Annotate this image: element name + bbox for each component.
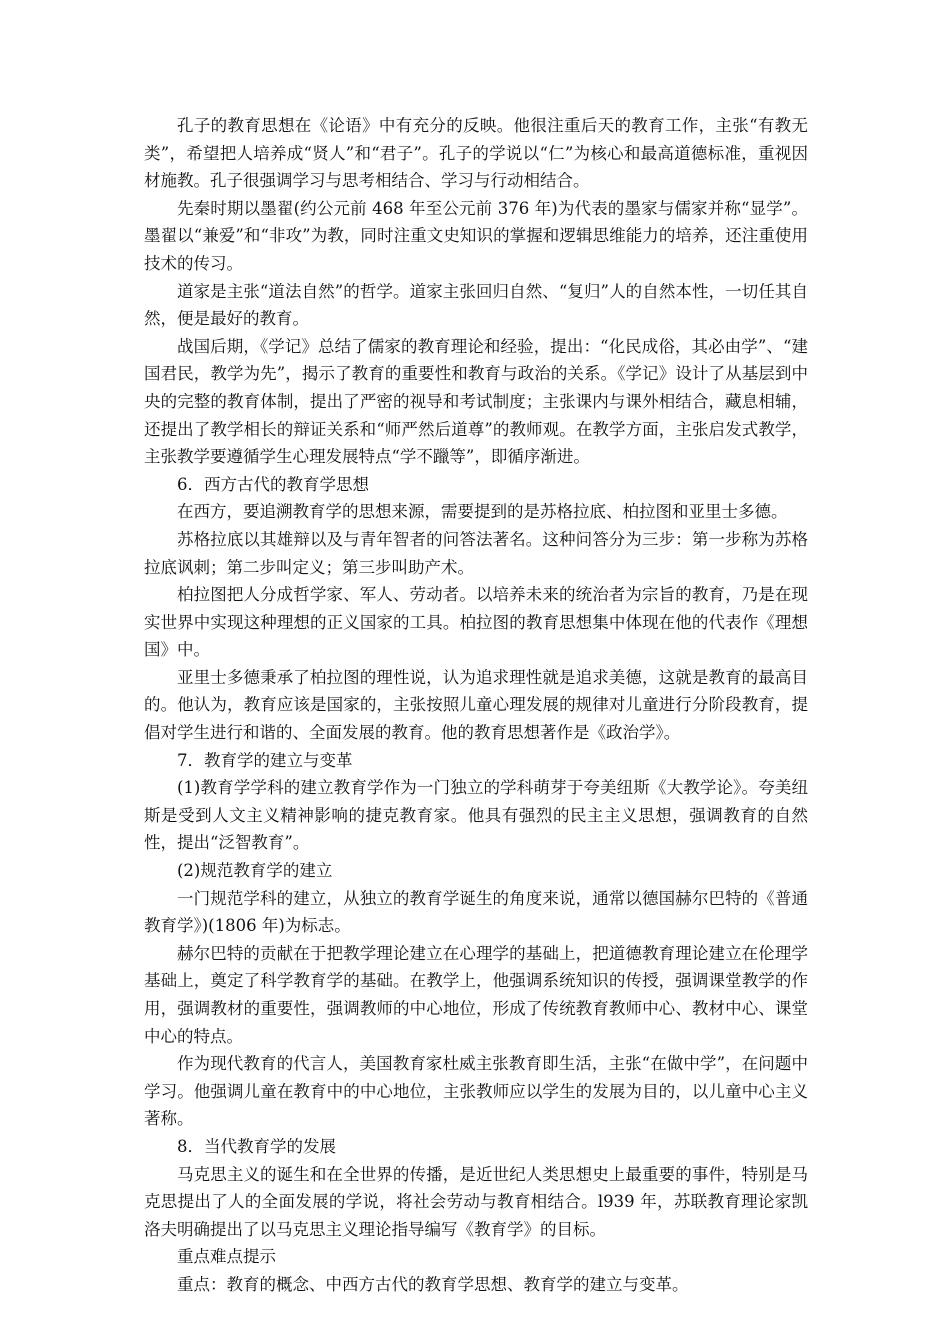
subheading-normative-pedagogy: (2)规范教育学的建立 bbox=[177, 861, 333, 881]
heading-key-points: 重点难点提示 bbox=[177, 1247, 276, 1267]
paragraph-aristotle: 亚里士多德秉承了柏拉图的理性说，认为追求理性就是追求美德，这就是教育的最高目的。他认为，教育应该是国家的，主张按照儿童心理发展的规律对儿童进行分阶段教育，提倡对学生进行和谐的、全面发展的教育。他的教育思想著作是《政治学》。 bbox=[144, 667, 808, 743]
paragraph-dewey: 作为现代教育的代言人，美国教育家杜威主张教育即生活，主张“在做中学”，在问题中学习。他强调儿童在教育中的中心地位，主张教师应以学生的发展为目的，以儿童中心主义著称。 bbox=[144, 1054, 808, 1129]
paragraph-xueji: 战国后期，《学记》总结了儒家的教育理论和经验，提出：“化民成俗，其必由学”、“建国君民，教学为先”，揭示了教育的重要性和教育与政治的关系。《学记》设计了从基层到中央的完整的教育体制，提出了严密的视导和考试制度；主张课内与课外相结合，藏息相辅，还提出了教学相长的辩证关系和“师严然后道尊”的教师观。在教学方面，主张启发式教学，主张教学要遵循学生心理发展特点“学不躐等”，即循序渐进。 bbox=[144, 336, 808, 467]
section-heading-contemporary: 8．当代教育学的发展 bbox=[177, 1136, 336, 1156]
paragraph-confucius: 孔子的教育思想在《论语》中有充分的反映。他很注重后天的教育工作，主张“有教无类”，希望把人培养成“贤人”和“君子”。孔子的学说以“仁”为核心和最高道德标准，重视因材施教。孔子很强调学习与思考相结合、学习与行动相结合。 bbox=[144, 116, 808, 191]
paragraph-comenius: (1)教育学学科的建立教育学作为一门独立的学科萌芽于夸美纽斯《大教学论》。夸美纽斯是受到人文主义精神影响的捷克教育家。他具有强烈的民主主义思想，强调教育的自然性，提出“泛智教育”。 bbox=[144, 778, 808, 853]
section-heading-establishment: 7．教育学的建立与变革 bbox=[177, 750, 353, 770]
paragraph-herbart-contribution: 赫尔巴特的贡献在于把教学理论建立在心理学的基础上，把道德教育理论建立在伦理学基础上，奠定了科学教育学的基础。在教学上，他强调系统知识的传授，强调课堂教学的作用，强调教材的重要性，强调教师的中心地位，形成了传统教育教师中心、教材中心、课堂中心的特点。 bbox=[144, 943, 808, 1046]
paragraph-marxism: 马克思主义的诞生和在全世界的传播，是近世纪人类思想史上最重要的事件，特别是马克思提出了人的全面发展的学说，将社会劳动与教育相结合。l939 年，苏联教育理论家凯洛夫明确提出了以马克思主义理论指导编写《教育学》的目标。 bbox=[144, 1164, 808, 1239]
paragraph-taoism: 道家是主张“道法自然”的哲学。道家主张回归自然、“复归”人的自然本性，一切任其自然，便是最好的教育。 bbox=[144, 281, 808, 329]
paragraph-plato: 柏拉图把人分成哲学家、军人、劳动者。以培养未来的统治者为宗旨的教育，乃是在现实世界中实现这种理想的正义国家的工具。柏拉图的教育思想集中体现在他的代表作《理想国》中。 bbox=[144, 585, 808, 660]
paragraph-mohism: 先秦时期以墨翟(约公元前 468 年至公元前 376 年)为代表的墨家与儒家并称“显学”。墨翟以“兼爱”和“非攻”为教，同时注重文史知识的掌握和逻辑思维能力的培养，还注重使用技术的传习。 bbox=[144, 198, 808, 273]
paragraph-socrates: 苏格拉底以其雄辩以及与青年智者的问答法著名。这种问答分为三步：第一步称为苏格拉底讽刺；第二步叫定义；第三步叫助产术。 bbox=[144, 529, 808, 577]
document-page bbox=[144, 112, 808, 1299]
paragraph-herbart-landmark: 一门规范学科的建立，从独立的教育学诞生的角度来说，通常以德国赫尔巴特的《普通教育学》)(1806 年)为标志。 bbox=[144, 888, 808, 936]
paragraph-western-origins: 在西方，要追溯教育学的思想来源，需要提到的是苏格拉底、柏拉图和亚里士多德。 bbox=[177, 502, 788, 522]
paragraph-key-points: 重点：教育的概念、中西方古代的教育学思想、教育学的建立与变革。 bbox=[177, 1274, 689, 1294]
section-heading-western-ancient: 6．西方古代的教育学思想 bbox=[177, 474, 369, 494]
